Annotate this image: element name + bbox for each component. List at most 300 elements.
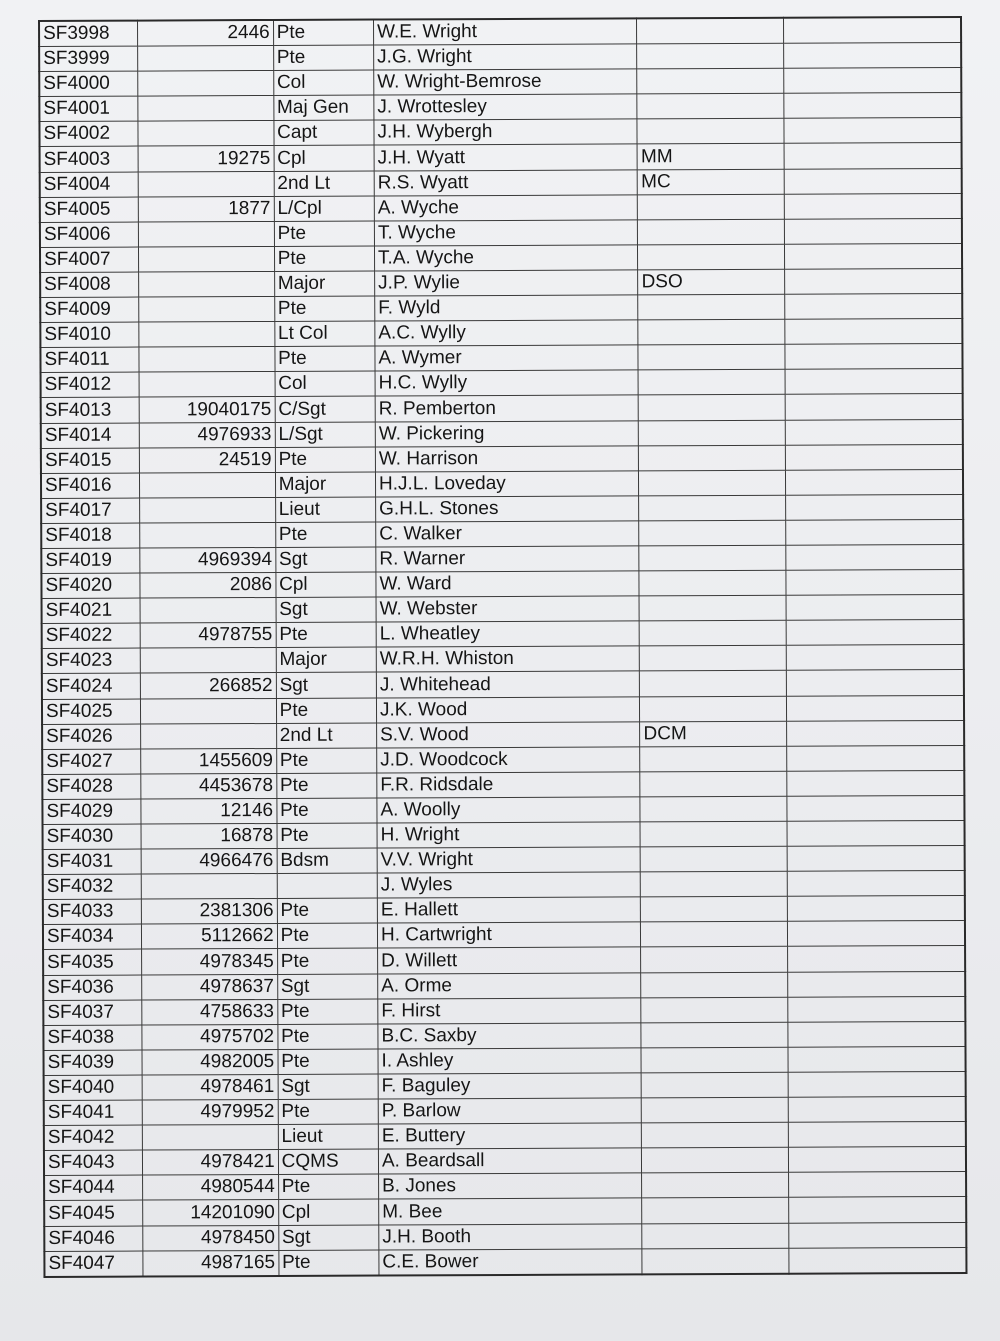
service-number-cell <box>139 522 275 548</box>
name-cell: C. Walker <box>376 521 640 547</box>
name-cell: A. Wyche <box>374 195 638 221</box>
award-cell <box>639 470 785 496</box>
award-cell <box>642 1147 788 1173</box>
ref-cell: SF4038 <box>43 1025 141 1051</box>
award-cell <box>640 646 786 672</box>
name-cell: R. Warner <box>376 546 640 572</box>
award-cell <box>639 520 785 546</box>
name-cell: W. Pickering <box>375 420 639 446</box>
ref-cell: SF4041 <box>44 1100 142 1126</box>
rank-cell: Pte <box>276 748 376 774</box>
service-number-cell: 4978345 <box>141 949 277 975</box>
ref-cell: SF4032 <box>43 874 141 900</box>
name-cell: E. Buttery <box>378 1123 642 1149</box>
rank-cell: Pte <box>274 296 374 322</box>
award-cell <box>638 219 784 245</box>
name-cell: J.H. Wybergh <box>374 119 638 145</box>
rank-cell: Sgt <box>276 597 376 623</box>
award-cell <box>640 620 786 646</box>
ref-cell: SF4028 <box>42 774 140 800</box>
ref-cell: SF4017 <box>41 498 139 524</box>
rank-cell: Cpl <box>274 146 374 172</box>
notes-cell <box>786 745 964 771</box>
rank-cell: Pte <box>277 798 377 824</box>
service-number-cell: 14201090 <box>142 1200 278 1226</box>
name-cell: H. Cartwright <box>377 922 641 948</box>
ref-cell: SF4011 <box>40 347 138 373</box>
award-cell <box>638 370 784 396</box>
notes-cell <box>787 871 965 897</box>
rank-cell: 2nd Lt <box>276 723 376 749</box>
ref-cell: SF4037 <box>43 1000 141 1026</box>
register-body <box>39 17 966 1277</box>
notes-cell <box>788 1122 966 1148</box>
service-number-cell <box>141 874 277 900</box>
service-number-cell <box>139 472 275 498</box>
service-number-cell: 4980544 <box>142 1175 278 1201</box>
notes-cell <box>788 1147 966 1173</box>
notes-cell <box>788 1071 966 1097</box>
award-cell <box>640 671 786 697</box>
service-number-cell <box>139 322 275 348</box>
ref-cell: SF4024 <box>42 673 140 699</box>
name-cell: W. Harrison <box>375 445 639 471</box>
award-cell <box>639 570 785 596</box>
ref-cell: SF4030 <box>43 824 141 850</box>
ref-cell: SF4039 <box>43 1050 141 1076</box>
service-number-cell <box>138 297 274 323</box>
rank-cell: Pte <box>275 346 375 372</box>
notes-cell <box>787 921 965 947</box>
service-number-cell <box>138 171 274 197</box>
rank-cell: Pte <box>273 20 373 46</box>
service-number-cell: 4987165 <box>143 1250 279 1276</box>
service-number-cell: 4978637 <box>141 974 277 1000</box>
award-cell <box>638 344 784 370</box>
service-number-cell <box>137 46 273 72</box>
name-cell: J. Whitehead <box>376 671 640 697</box>
ref-cell: SF4046 <box>44 1226 142 1252</box>
rank-cell: Cpl <box>278 1199 378 1225</box>
service-number-cell <box>138 246 274 272</box>
award-cell <box>639 495 785 521</box>
ref-cell: SF4027 <box>42 749 140 775</box>
ref-cell: SF4015 <box>41 448 139 474</box>
award-cell <box>642 1248 788 1274</box>
ref-cell: SF4012 <box>41 372 139 398</box>
table-row <box>39 17 961 47</box>
service-number-cell: 5112662 <box>141 924 277 950</box>
ref-cell: SF4036 <box>43 975 141 1001</box>
service-number-cell <box>142 1125 278 1151</box>
service-number-cell: 4979952 <box>142 1099 278 1125</box>
award-cell <box>641 1022 787 1048</box>
service-number-cell: 4978450 <box>143 1225 279 1251</box>
notes-cell <box>787 795 965 821</box>
award-cell <box>641 947 787 973</box>
award-cell <box>640 746 786 772</box>
service-number-cell: 4978755 <box>140 623 276 649</box>
ref-cell: SF4004 <box>40 172 138 198</box>
award-cell <box>641 897 787 923</box>
name-cell: T.A. Wyche <box>374 245 638 271</box>
rank-cell: Pte <box>274 246 374 272</box>
name-cell: J.H. Booth <box>379 1223 643 1249</box>
service-number-cell <box>138 271 274 297</box>
rank-cell: Pte <box>278 1024 378 1050</box>
notes-cell <box>785 344 963 370</box>
ref-cell: SF4018 <box>41 523 139 549</box>
service-number-cell <box>140 648 276 674</box>
award-cell <box>641 1047 787 1073</box>
award-cell <box>637 119 783 145</box>
notes-cell <box>786 620 964 646</box>
notes-cell <box>785 369 963 395</box>
service-number-cell <box>139 372 275 398</box>
notes-cell <box>788 1096 966 1122</box>
ref-cell: SF4016 <box>41 473 139 499</box>
notes-cell <box>785 444 963 470</box>
service-number-cell: 4453678 <box>141 773 277 799</box>
rank-cell: Major <box>274 271 374 297</box>
notes-cell <box>789 1222 967 1248</box>
notes-cell <box>784 168 962 194</box>
rank-cell: Pte <box>275 447 375 473</box>
notes-cell <box>784 218 962 244</box>
ref-cell: SF4001 <box>39 96 137 122</box>
ref-cell: SF4009 <box>40 297 138 323</box>
name-cell: B.C. Saxby <box>378 1023 642 1049</box>
award-cell <box>641 972 787 998</box>
service-number-cell: 4976933 <box>139 422 275 448</box>
rank-cell: Pte <box>277 898 377 924</box>
ref-cell: SF3999 <box>39 46 137 72</box>
name-cell: W. Wright-Bemrose <box>374 69 638 95</box>
name-cell: M. Bee <box>379 1198 643 1224</box>
notes-cell <box>788 1046 966 1072</box>
rank-cell: Pte <box>277 948 377 974</box>
notes-cell <box>784 143 962 169</box>
notes-cell <box>786 670 964 696</box>
notes-cell <box>785 494 963 520</box>
name-cell: J.K. Wood <box>376 696 640 722</box>
name-cell: H. Wright <box>377 822 641 848</box>
notes-cell <box>785 319 963 345</box>
service-number-cell: 2381306 <box>141 899 277 925</box>
service-number-cell: 19040175 <box>139 397 275 423</box>
ref-cell: SF4040 <box>44 1075 142 1101</box>
notes-cell <box>785 394 963 420</box>
name-cell: S.V. Wood <box>377 722 641 748</box>
notes-cell <box>785 519 963 545</box>
ref-cell: SF4042 <box>44 1125 142 1151</box>
ref-cell: SF4044 <box>44 1175 142 1201</box>
rank-cell: Sgt <box>275 547 375 573</box>
award-cell <box>637 68 783 94</box>
ref-cell: SF4023 <box>42 648 140 674</box>
service-number-cell: 4966476 <box>141 849 277 875</box>
notes-cell <box>783 43 961 69</box>
award-cell <box>638 244 784 270</box>
ref-cell: SF4000 <box>39 71 137 97</box>
award-cell <box>642 1072 788 1098</box>
ref-cell: SF4025 <box>42 699 140 725</box>
notes-cell <box>783 17 961 43</box>
name-cell: A. Wymer <box>375 345 639 371</box>
award-cell <box>637 18 783 44</box>
notes-cell <box>786 720 964 746</box>
service-number-cell: 2086 <box>140 573 276 599</box>
service-number-cell <box>138 221 274 247</box>
rank-cell <box>277 873 377 899</box>
award-cell <box>642 1122 788 1148</box>
award-cell <box>637 94 783 120</box>
notes-cell <box>787 946 965 972</box>
rank-cell: Capt <box>274 120 374 146</box>
rank-cell: Pte <box>277 999 377 1025</box>
name-cell: A.C. Wylly <box>375 320 639 346</box>
service-number-cell: 2446 <box>137 20 273 46</box>
notes-cell <box>787 971 965 997</box>
service-number-cell <box>139 347 275 373</box>
award-cell <box>639 445 785 471</box>
name-cell: A. Beardsall <box>378 1148 642 1174</box>
name-cell: W.E. Wright <box>373 18 637 45</box>
name-cell: F.R. Ridsdale <box>377 772 641 798</box>
name-cell: E. Hallett <box>377 897 641 923</box>
service-number-cell: 4978421 <box>142 1150 278 1176</box>
name-cell: F. Hirst <box>378 998 642 1024</box>
award-cell: MM <box>637 144 783 170</box>
rank-cell: Sgt <box>278 1225 378 1251</box>
notes-cell <box>789 1247 967 1273</box>
notes-cell <box>786 695 964 721</box>
ref-cell: SF4006 <box>40 222 138 248</box>
award-cell <box>638 294 784 320</box>
award-cell <box>639 595 785 621</box>
rank-cell: C/Sgt <box>275 396 375 422</box>
award-cell: DCM <box>640 721 786 747</box>
service-number-cell: 4975702 <box>142 1024 278 1050</box>
name-cell: J. Wyles <box>377 872 641 898</box>
service-number-cell: 1455609 <box>140 748 276 774</box>
name-cell: V.V. Wright <box>377 847 641 873</box>
rank-cell: Pte <box>277 923 377 949</box>
ref-cell: SF4033 <box>43 899 141 925</box>
ref-cell: SF4047 <box>44 1251 142 1277</box>
notes-cell <box>788 996 966 1022</box>
name-cell: P. Barlow <box>378 1098 642 1124</box>
notes-cell <box>788 1021 966 1047</box>
ref-cell: SF3998 <box>39 21 137 47</box>
name-cell: G.H.L. Stones <box>376 496 640 522</box>
notes-cell <box>784 268 962 294</box>
ref-cell: SF4031 <box>43 849 141 875</box>
service-number-cell: 1877 <box>138 196 274 222</box>
service-number-cell <box>140 723 276 749</box>
name-cell: I. Ashley <box>378 1048 642 1074</box>
notes-cell <box>787 820 965 846</box>
award-cell <box>640 771 786 797</box>
name-cell: J.D. Woodcock <box>377 747 641 773</box>
award-cell <box>642 1198 788 1224</box>
rank-cell: Lt Col <box>274 321 374 347</box>
service-number-cell <box>137 71 273 97</box>
ref-cell: SF4005 <box>40 197 138 223</box>
rank-cell: Pte <box>278 1049 378 1075</box>
ref-cell: SF4010 <box>40 322 138 348</box>
award-cell <box>642 1223 788 1249</box>
name-cell: T. Wyche <box>374 220 638 246</box>
ref-cell: SF4045 <box>44 1200 142 1226</box>
ref-cell: SF4035 <box>43 950 141 976</box>
ref-cell: SF4003 <box>40 147 138 173</box>
rank-cell: Sgt <box>277 974 377 1000</box>
name-cell: D. Willett <box>378 947 642 973</box>
notes-cell <box>786 570 964 596</box>
notes-cell <box>784 118 962 144</box>
ref-cell: SF4029 <box>42 799 140 825</box>
rank-cell: CQMS <box>278 1149 378 1175</box>
award-cell: MC <box>638 169 784 195</box>
award-cell <box>641 997 787 1023</box>
ref-cell: SF4022 <box>42 623 140 649</box>
rank-cell: Pte <box>278 1099 378 1125</box>
service-number-cell: 4758633 <box>142 999 278 1025</box>
ref-cell: SF4019 <box>41 548 139 574</box>
award-cell <box>642 1097 788 1123</box>
rank-cell: Pte <box>275 522 375 548</box>
service-number-cell <box>138 121 274 147</box>
rank-cell: Sgt <box>276 672 376 698</box>
rank-cell: Sgt <box>278 1074 378 1100</box>
table-row <box>44 1247 966 1277</box>
rank-cell: Pte <box>274 221 374 247</box>
name-cell: F. Baguley <box>378 1073 642 1099</box>
rank-cell: 2nd Lt <box>274 171 374 197</box>
service-number-cell: 16878 <box>141 823 277 849</box>
name-cell: W. Webster <box>376 596 640 622</box>
rank-cell: Lieut <box>275 497 375 523</box>
rank-cell: Pte <box>279 1250 379 1276</box>
notes-cell <box>787 770 965 796</box>
rank-cell: Bdsm <box>277 848 377 874</box>
name-cell: J.P. Wylie <box>375 270 639 296</box>
award-cell <box>639 545 785 571</box>
notes-cell <box>783 68 961 94</box>
rank-cell: Pte <box>276 698 376 724</box>
notes-cell <box>785 419 963 445</box>
ref-cell: SF4021 <box>42 598 140 624</box>
ref-cell: SF4034 <box>43 924 141 950</box>
rank-cell: Pte <box>278 1174 378 1200</box>
notes-cell <box>786 645 964 671</box>
name-cell: H.J.L. Loveday <box>375 471 639 497</box>
name-cell: A. Woolly <box>377 797 641 823</box>
name-cell: W.R.H. Whiston <box>376 646 640 672</box>
register-table <box>38 16 967 1278</box>
name-cell: R.S. Wyatt <box>374 169 638 195</box>
award-cell <box>638 319 784 345</box>
service-number-cell <box>140 698 276 724</box>
rank-cell: Major <box>276 647 376 673</box>
notes-cell <box>784 93 962 119</box>
service-number-cell: 24519 <box>139 447 275 473</box>
award-cell <box>639 395 785 421</box>
award-cell <box>638 194 784 220</box>
rank-cell: Maj Gen <box>273 95 373 121</box>
name-cell: F. Wyld <box>375 295 639 321</box>
ref-cell: SF4026 <box>42 724 140 750</box>
name-cell: J.G. Wright <box>374 44 638 70</box>
service-number-cell: 4978461 <box>142 1074 278 1100</box>
service-number-cell: 12146 <box>141 798 277 824</box>
notes-cell <box>788 1197 966 1223</box>
award-cell <box>641 871 787 897</box>
ref-cell: SF4007 <box>40 247 138 273</box>
award-cell: DSO <box>638 269 784 295</box>
notes-cell <box>786 595 964 621</box>
award-cell <box>640 696 786 722</box>
ref-cell: SF4014 <box>41 423 139 449</box>
award-cell <box>642 1173 788 1199</box>
rank-cell: Cpl <box>276 572 376 598</box>
name-cell: H.C. Wylly <box>375 370 639 396</box>
rank-cell: L/Cpl <box>274 196 374 222</box>
name-cell: J. Wrottesley <box>374 94 638 120</box>
name-cell: C.E. Bower <box>379 1248 643 1275</box>
rank-cell: L/Sgt <box>275 422 375 448</box>
award-cell <box>641 922 787 948</box>
rank-cell: Lieut <box>278 1124 378 1150</box>
notes-cell <box>784 193 962 219</box>
ref-cell: SF4043 <box>44 1150 142 1176</box>
award-cell <box>637 43 783 69</box>
service-number-cell: 4969394 <box>140 547 276 573</box>
award-cell <box>640 821 786 847</box>
name-cell: J.H. Wyatt <box>374 144 638 170</box>
service-number-cell: 4982005 <box>142 1049 278 1075</box>
notes-cell <box>785 469 963 495</box>
notes-cell <box>784 294 962 320</box>
name-cell: B. Jones <box>379 1173 643 1199</box>
ref-cell: SF4008 <box>40 272 138 298</box>
rank-cell: Col <box>275 371 375 397</box>
award-cell <box>640 796 786 822</box>
ref-cell: SF4002 <box>39 121 137 147</box>
award-cell <box>641 846 787 872</box>
name-cell: R. Pemberton <box>375 395 639 421</box>
rank-cell: Pte <box>276 773 376 799</box>
service-number-cell <box>138 96 274 122</box>
rank-cell: Pte <box>273 45 373 71</box>
notes-cell <box>787 896 965 922</box>
name-cell: A. Orme <box>378 972 642 998</box>
ref-cell: SF4020 <box>41 573 139 599</box>
service-number-cell: 266852 <box>140 673 276 699</box>
award-cell <box>639 420 785 446</box>
rank-cell: Pte <box>276 622 376 648</box>
rank-cell: Col <box>273 70 373 96</box>
notes-cell <box>787 846 965 872</box>
service-number-cell <box>139 497 275 523</box>
name-cell: L. Wheatley <box>376 621 640 647</box>
notes-cell <box>788 1172 966 1198</box>
service-number-cell: 19275 <box>138 146 274 172</box>
notes-cell <box>786 544 964 570</box>
service-number-cell <box>140 598 276 624</box>
rank-cell: Pte <box>277 823 377 849</box>
